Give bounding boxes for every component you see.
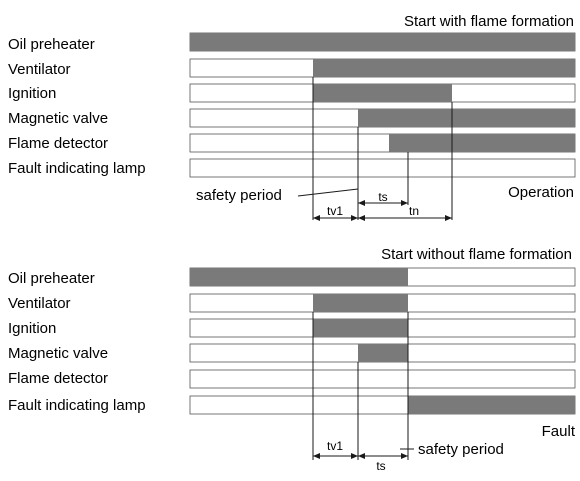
bottom-bar-fault-lamp: [408, 396, 575, 414]
bottom-bar-oil-preheater: [190, 268, 408, 286]
top-bar-ignition: [313, 84, 452, 102]
top-track-fault-lamp: [190, 159, 575, 177]
top-bar-flame-detector: [389, 134, 575, 152]
bottom-arrow-ts-left: [358, 453, 365, 459]
bottom-row-label-fault-lamp: Fault indicating lamp: [8, 397, 146, 414]
bottom-track-flame-detector: [190, 370, 575, 388]
top-bar-oil-preheater: [190, 33, 575, 51]
top-safety-leader: [298, 189, 358, 196]
bottom-arrow-tv1-left: [313, 453, 320, 459]
top-row-label-oil-preheater: Oil preheater: [8, 36, 95, 53]
bottom-bar-magnetic-valve: [358, 344, 408, 362]
bottom-row-label-flame-detector: Flame detector: [8, 370, 109, 387]
bottom-ts-label: ts: [376, 459, 386, 473]
top-row-label-flame-detector: Flame detector: [8, 135, 109, 152]
bottom-row-label-oil-preheater: Oil preheater: [8, 270, 95, 287]
bottom-chart-title: Start without flame formation: [381, 246, 572, 263]
top-arrow-tn-right: [445, 215, 452, 221]
top-outcome-label: Operation: [508, 184, 574, 201]
bottom-arrow-ts-right: [401, 453, 408, 459]
top-safety-period-label: safety period: [196, 187, 282, 204]
bottom-chart: [8, 246, 576, 473]
top-arrow-ts-right: [401, 200, 408, 206]
bottom-row-label-ventilator: Ventilator: [8, 295, 71, 312]
top-row-label-magnetic-valve: Magnetic valve: [8, 110, 109, 127]
bottom-safety-period-label: safety period: [418, 441, 504, 458]
top-tv1-label: tv1: [326, 204, 344, 218]
top-bar-magnetic-valve: [358, 109, 575, 127]
bottom-row-label-ignition: Ignition: [8, 320, 57, 337]
top-arrow-tv1-right: [351, 215, 358, 221]
top-chart-title: Start with flame formation: [403, 13, 574, 30]
top-ts-label: ts: [378, 190, 388, 204]
bottom-arrow-tv1-right: [351, 453, 358, 459]
bottom-outcome-label: Fault: [541, 423, 575, 440]
bottom-bar-ignition: [313, 319, 408, 337]
top-arrow-tn-left: [358, 215, 365, 221]
top-tn-label: tn: [408, 204, 420, 218]
top-bar-ventilator: [313, 59, 575, 77]
bottom-row-label-magnetic-valve: Magnetic valve: [8, 345, 109, 362]
top-row-label-ignition: Ignition: [8, 85, 57, 102]
top-arrow-tv1-left: [313, 215, 320, 221]
top-row-label-ventilator: Ventilator: [8, 61, 71, 78]
top-chart: [8, 13, 575, 221]
top-row-label-fault-lamp: Fault indicating lamp: [8, 160, 146, 177]
bottom-bar-ventilator: [313, 294, 408, 312]
bottom-tv1-label: tv1: [326, 439, 344, 453]
top-arrow-ts-left: [358, 200, 365, 206]
